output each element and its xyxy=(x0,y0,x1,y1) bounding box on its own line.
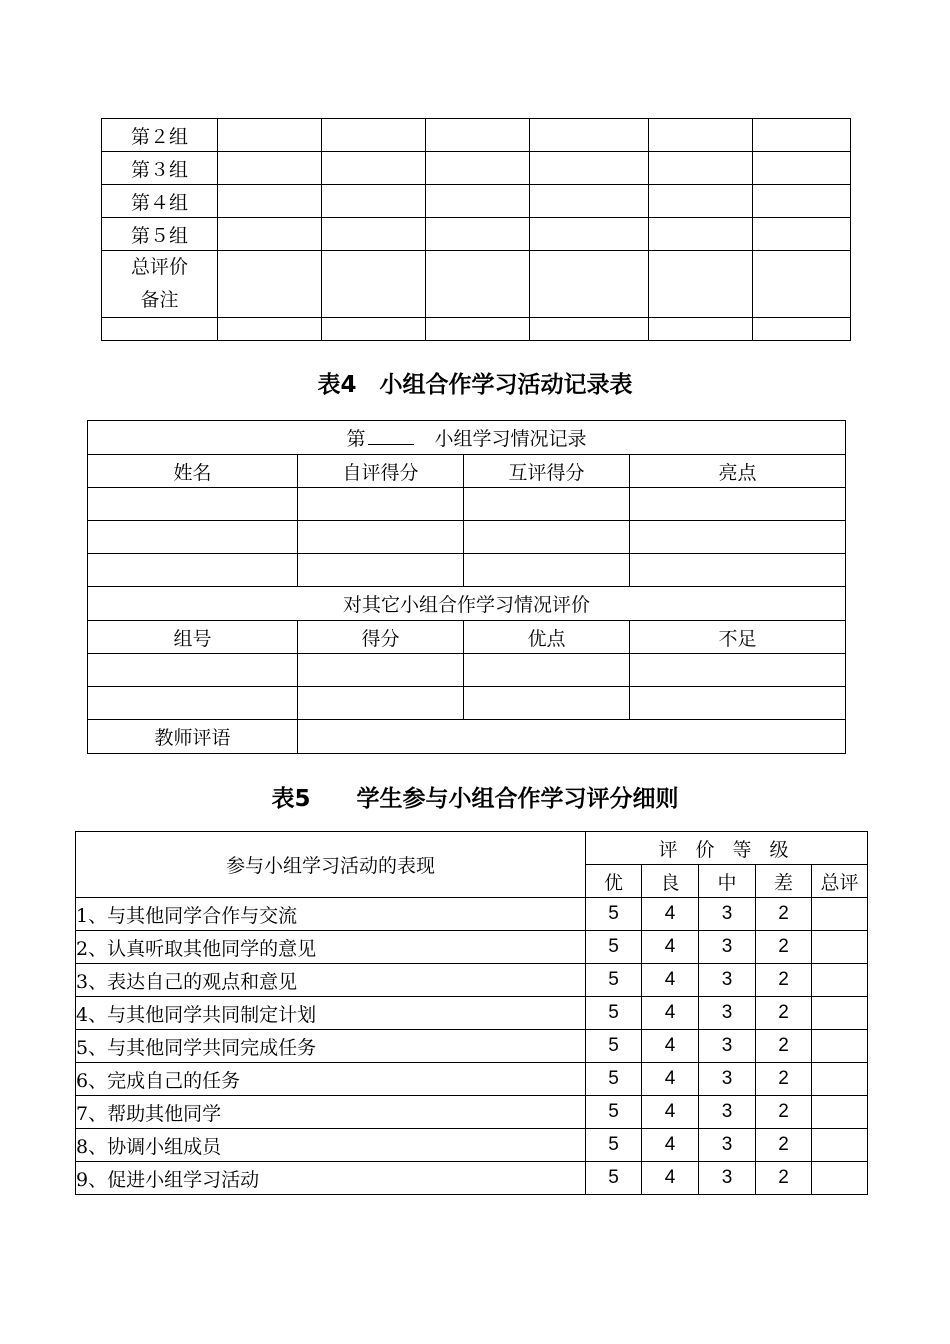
score-average: 3 xyxy=(699,1162,756,1195)
group-label: 第４组 xyxy=(102,185,218,218)
column-header: 组号 xyxy=(88,621,298,654)
record-header: 第 小组学习情况记录 xyxy=(88,421,846,455)
score-total-cell xyxy=(812,997,868,1030)
grade-poor: 差 xyxy=(756,865,812,898)
column-header: 自评得分 xyxy=(298,455,464,488)
score-good: 4 xyxy=(642,1096,699,1129)
table-row xyxy=(88,720,846,754)
column-header: 优点 xyxy=(464,621,630,654)
table-row xyxy=(88,421,846,455)
score-excellent: 5 xyxy=(586,931,642,964)
table-row xyxy=(102,185,851,218)
table-row xyxy=(76,1030,868,1063)
column-header: 姓名 xyxy=(88,455,298,488)
teacher-comment-cell xyxy=(298,720,846,754)
score-poor: 2 xyxy=(756,997,812,1030)
score-excellent: 5 xyxy=(586,1162,642,1195)
criterion-text: 6、完成自己的任务 xyxy=(76,1063,586,1096)
score-total-cell xyxy=(812,1129,868,1162)
grade-average: 中 xyxy=(699,865,756,898)
column-header: 互评得分 xyxy=(464,455,630,488)
table-row xyxy=(102,251,851,318)
criterion-text: 8、协调小组成员 xyxy=(76,1129,586,1162)
score-poor: 2 xyxy=(756,1063,812,1096)
score-poor: 2 xyxy=(756,964,812,997)
criteria-rows xyxy=(76,898,868,1195)
score-good: 4 xyxy=(642,931,699,964)
group-label: 第５组 xyxy=(102,218,218,251)
criterion-text: 1、与其他同学合作与交流 xyxy=(76,898,586,931)
score-excellent: 5 xyxy=(586,964,642,997)
criterion-text: 4、与其他同学共同制定计划 xyxy=(76,997,586,1030)
table-row xyxy=(76,1096,868,1129)
table-row xyxy=(76,1129,868,1162)
score-good: 4 xyxy=(642,1063,699,1096)
column-header: 不足 xyxy=(630,621,846,654)
table-row xyxy=(88,654,846,687)
score-average: 3 xyxy=(699,1096,756,1129)
table-row xyxy=(102,318,851,341)
score-poor: 2 xyxy=(756,1096,812,1129)
participation-scoring-table xyxy=(75,831,868,1195)
score-excellent: 5 xyxy=(586,898,642,931)
score-average: 3 xyxy=(699,931,756,964)
teacher-comment-label: 教师评语 xyxy=(88,720,298,754)
table-row xyxy=(76,931,868,964)
table-row xyxy=(76,964,868,997)
table-row xyxy=(76,997,868,1030)
score-total-cell xyxy=(812,1162,868,1195)
table-row xyxy=(76,832,868,865)
column-header: 得分 xyxy=(298,621,464,654)
table-row xyxy=(88,488,846,521)
score-poor: 2 xyxy=(756,1129,812,1162)
grade-header: 评 价 等 级 xyxy=(586,832,868,865)
table-row xyxy=(102,119,851,152)
table-row xyxy=(76,1162,868,1195)
score-good: 4 xyxy=(642,898,699,931)
score-good: 4 xyxy=(642,1129,699,1162)
score-poor: 2 xyxy=(756,931,812,964)
score-average: 3 xyxy=(699,1030,756,1063)
table-row xyxy=(88,455,846,488)
group-evaluation-table xyxy=(101,118,851,341)
table-row xyxy=(88,521,846,554)
criterion-text: 5、与其他同学共同完成任务 xyxy=(76,1030,586,1063)
group-number-blank xyxy=(368,428,414,445)
score-good: 4 xyxy=(642,1030,699,1063)
grade-excellent: 优 xyxy=(586,865,642,898)
summary-label xyxy=(102,251,218,318)
score-good: 4 xyxy=(642,1162,699,1195)
table-row xyxy=(88,587,846,621)
score-total-cell xyxy=(812,931,868,964)
table-row xyxy=(76,898,868,931)
score-average: 3 xyxy=(699,1129,756,1162)
score-total-cell xyxy=(812,964,868,997)
overall-evaluation-label: 总评价 xyxy=(130,256,188,278)
score-excellent: 5 xyxy=(586,1096,642,1129)
criterion-text: 2、认真听取其他同学的意见 xyxy=(76,931,586,964)
group-label: 第３组 xyxy=(102,152,218,185)
criterion-text: 9、促进小组学习活动 xyxy=(76,1162,586,1195)
criterion-text: 3、表达自己的观点和意见 xyxy=(76,964,586,997)
table-row xyxy=(88,687,846,720)
grade-good: 良 xyxy=(642,865,699,898)
table-row xyxy=(76,1063,868,1096)
column-header-main: 参与小组学习活动的表现 xyxy=(76,832,586,898)
table4-caption: 表4 小组合作学习活动记录表 xyxy=(317,372,633,398)
section-title: 对其它小组合作学习情况评价 xyxy=(88,587,846,621)
score-excellent: 5 xyxy=(586,1129,642,1162)
score-excellent: 5 xyxy=(586,997,642,1030)
table-row xyxy=(88,621,846,654)
score-good: 4 xyxy=(642,964,699,997)
grade-total: 总评 xyxy=(812,865,868,898)
score-poor: 2 xyxy=(756,898,812,931)
score-good: 4 xyxy=(642,997,699,1030)
score-total-cell xyxy=(812,1030,868,1063)
score-excellent: 5 xyxy=(586,1063,642,1096)
score-average: 3 xyxy=(699,1063,756,1096)
score-total-cell xyxy=(812,898,868,931)
group-label: 第２组 xyxy=(102,119,218,152)
score-excellent: 5 xyxy=(586,1030,642,1063)
score-average: 3 xyxy=(699,898,756,931)
score-average: 3 xyxy=(699,964,756,997)
remarks-label: 备注 xyxy=(140,289,179,311)
criterion-text: 7、帮助其他同学 xyxy=(76,1096,586,1129)
score-poor: 2 xyxy=(756,1030,812,1063)
table-row xyxy=(102,152,851,185)
table-row xyxy=(88,554,846,587)
table5-caption: 表5 学生参与小组合作学习评分细则 xyxy=(271,786,679,812)
score-poor: 2 xyxy=(756,1162,812,1195)
score-total-cell xyxy=(812,1063,868,1096)
score-total-cell xyxy=(812,1096,868,1129)
column-header: 亮点 xyxy=(630,455,846,488)
score-average: 3 xyxy=(699,997,756,1030)
table-row xyxy=(102,218,851,251)
group-activity-record-table xyxy=(87,420,846,754)
